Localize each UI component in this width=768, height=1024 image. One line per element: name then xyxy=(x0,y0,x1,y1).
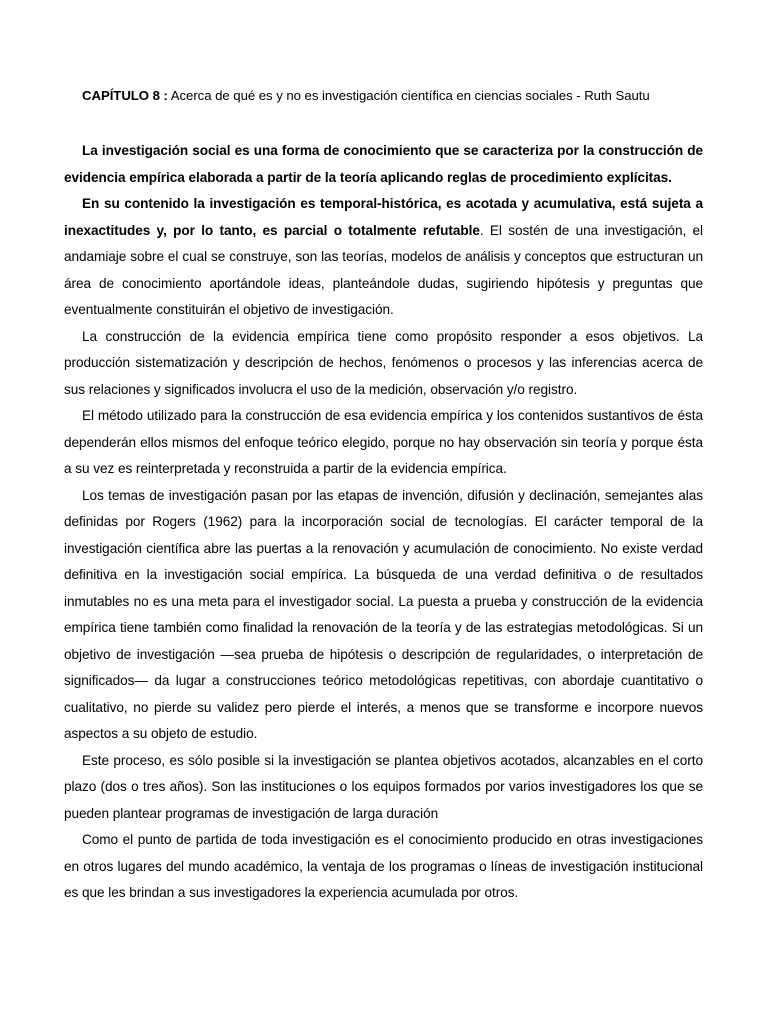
chapter-label: CAPÍTULO 8 : xyxy=(82,88,168,103)
document-page xyxy=(64,0,703,1024)
paragraph-text: Como el punto de partida de toda investigación es el conocimiento producido en otras investigaciones en otros lugares del mundo académico, la ventaja de los programas o líneas de investigación institucional es que les brindan a sus investigadores la experiencia acumulada por otros. xyxy=(64,832,703,900)
paragraph-bold-text: En su contenido la investigación es temporal-histórica, es acotada y acumulativa, está sujeta a inexactitudes y, por lo tanto, es parcial o totalmente refutable xyxy=(64,196,703,238)
paragraph xyxy=(64,827,703,907)
paragraph-text: El método utilizado para la construcción de esa evidencia empírica y los contenidos sustantivos de ésta dependerán ellos mismos del enfoque teórico elegido, porque no hay observación sin teoría y porque ésta a su vez es reinterpretada y reconstruida a partir de la evidencia empírica. xyxy=(64,408,703,476)
document-body xyxy=(64,138,703,907)
paragraph-bold-text: La investigación social es una forma de conocimiento que se caracteriza por la construcción de evidencia empírica elaborada a partir de la teoría aplicando reglas de procedimiento explícitas. xyxy=(64,143,703,185)
paragraph-text: Los temas de investigación pasan por las etapas de invención, difusión y declinación, semejantes alas definidas por Rogers (1962) para la incorporación social de tecnologías. El carácter temporal de la investigación científica abre las puertas a la renovación y acumulación de conocimiento. No existe verdad definitiva en la investigación social empírica. La búsqueda de una verdad definitiva o de resultados inmutables no es una meta para el investigador social. La puesta a prueba y construcción de la evidencia empírica tiene también como finalidad la renovación de la teoría y de las estrategias metodológicas. Si un objetivo de investigación —sea prueba de hipótesis o descripción de regularidades, o interpretación de significados— da lugar a construcciones teórico metodológicas repetitivas, con abordaje cuantitativo o cualitativo, no pierde su validez pero pierde el interés, a menos que se transforme e incorpore nuevos aspectos a su objeto de estudio. xyxy=(64,487,703,741)
paragraph xyxy=(64,748,703,828)
paragraph xyxy=(64,191,703,324)
paragraph xyxy=(64,483,703,748)
paragraph-text: La construcción de la evidencia empírica tiene como propósito responder a esos objetivos. La producción sistematización y descripción de hechos, fenómenos o procesos y las inferencias acerca de sus relaciones y significados involucra el uso de la medición, observación y/o registro. xyxy=(64,328,703,397)
paragraph-text: Este proceso, es sólo posible si la investigación se plantea objetivos acotados, alcanzables en el corto plazo (dos o tres años). Son las instituciones o los equipos formados por varios investigadores los que se pueden plantear programas de investigación de larga duración xyxy=(64,752,703,821)
chapter-title-text: Acerca de qué es y no es investigación científica en ciencias sociales - Ruth Sautu xyxy=(167,88,650,103)
chapter-title xyxy=(82,87,722,105)
paragraph-text: . El sostén de una investigación, el andamiaje sobre el cual se construye, son las teorías, modelos de análisis y conceptos que estructuran un área de conocimiento aportándole ideas, planteándole dudas, sugiriendo hipótesis y preguntas que eventualmente constituirán el objetivo de investigación. xyxy=(64,222,703,317)
paragraph xyxy=(64,403,703,483)
paragraph xyxy=(64,324,703,404)
paragraph xyxy=(64,138,703,191)
